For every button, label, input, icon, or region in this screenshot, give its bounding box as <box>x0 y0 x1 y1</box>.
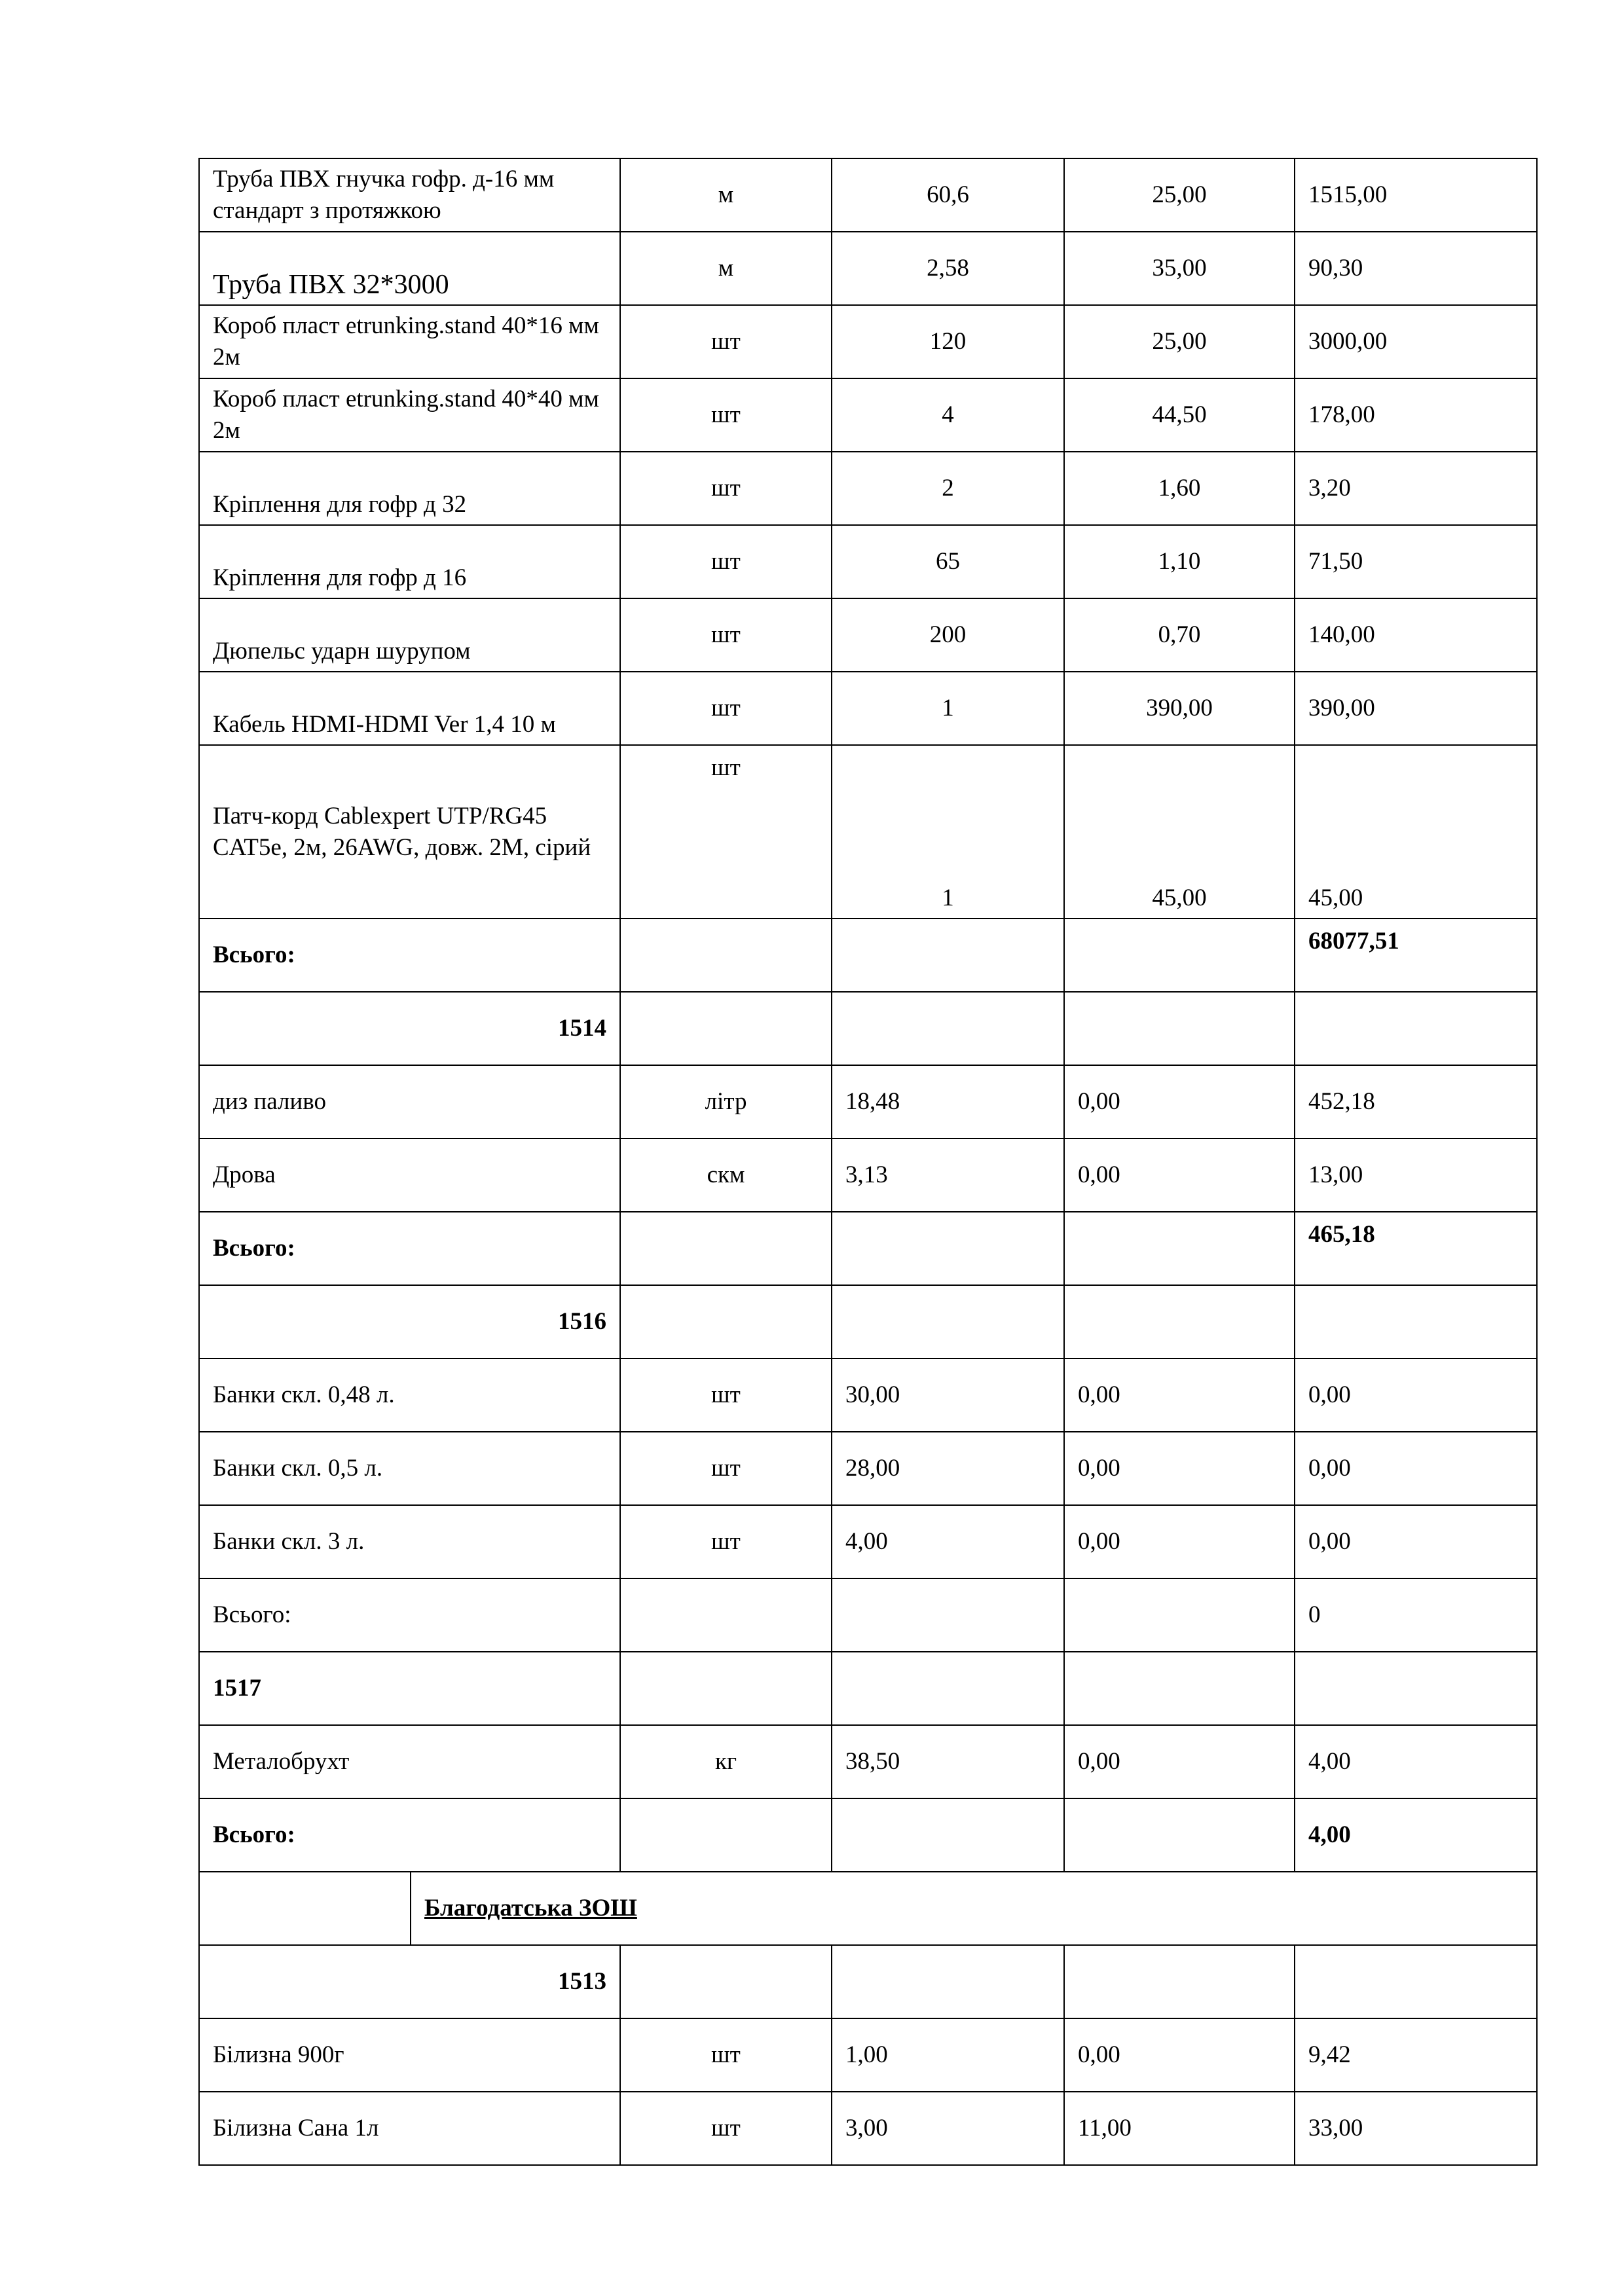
empty-cell <box>832 1945 1064 2018</box>
item-name: Кріплення для гофр д 32 <box>199 452 620 525</box>
item-sum: 90,30 <box>1295 232 1537 305</box>
item-price: 1,60 <box>1064 452 1295 525</box>
empty-cell <box>1064 992 1295 1065</box>
item-qty: 4,00 <box>832 1505 1064 1578</box>
item-price: 0,70 <box>1064 598 1295 672</box>
item-sum: 9,42 <box>1295 2018 1537 2092</box>
total-row <box>199 919 1537 992</box>
total-row <box>199 1578 1537 1652</box>
empty-cell <box>620 1945 832 2018</box>
total-value: 465,18 <box>1295 1212 1537 1285</box>
item-price: 11,00 <box>1064 2092 1295 2165</box>
item-sum: 3,20 <box>1295 452 1537 525</box>
item-qty: 2,58 <box>832 232 1064 305</box>
item-unit: шт <box>620 525 832 598</box>
account-code: 1517 <box>199 1652 620 1725</box>
empty-cell <box>620 1212 832 1285</box>
empty-cell <box>1295 1945 1537 2018</box>
total-value: 4,00 <box>1295 1798 1537 1872</box>
item-price: 25,00 <box>1064 305 1295 378</box>
code-row <box>199 1652 1537 1725</box>
item-price: 35,00 <box>1064 232 1295 305</box>
item-sum: 4,00 <box>1295 1725 1537 1798</box>
total-value: 0 <box>1295 1578 1537 1652</box>
empty-cell <box>1064 1798 1295 1872</box>
item-name: Короб пласт etrunking.stand 40*40 мм 2м <box>199 378 620 452</box>
item-unit: шт <box>620 1505 832 1578</box>
item-name: Металобрухт <box>199 1725 620 1798</box>
item-name: Банки скл. 0,48 л. <box>199 1358 620 1432</box>
item-qty: 65 <box>832 525 1064 598</box>
account-code: 1516 <box>199 1285 620 1358</box>
empty-cell <box>1064 1652 1295 1725</box>
table-row <box>199 1432 1537 1505</box>
item-qty: 30,00 <box>832 1358 1064 1432</box>
item-unit: шт <box>620 378 832 452</box>
item-sum: 71,50 <box>1295 525 1537 598</box>
item-qty: 18,48 <box>832 1065 1064 1139</box>
table-row <box>199 452 1537 525</box>
item-price: 0,00 <box>1064 1139 1295 1212</box>
item-qty: 3,00 <box>832 2092 1064 2165</box>
item-name: диз паливо <box>199 1065 620 1139</box>
account-code: 1513 <box>199 1945 620 2018</box>
item-sum: 3000,00 <box>1295 305 1537 378</box>
code-row <box>199 1285 1537 1358</box>
table-row <box>199 1725 1537 1798</box>
section-row <box>199 1872 1537 1945</box>
item-qty: 1 <box>832 745 1064 919</box>
item-name: Кріплення для гофр д 16 <box>199 525 620 598</box>
item-unit: шт <box>620 452 832 525</box>
item-name: Труба ПВХ 32*3000 <box>199 232 620 305</box>
item-unit: шт <box>620 2018 832 2092</box>
item-unit: шт <box>620 2092 832 2165</box>
table-row <box>199 1358 1537 1432</box>
item-unit: літр <box>620 1065 832 1139</box>
item-unit: шт <box>620 305 832 378</box>
item-unit: шт <box>620 672 832 745</box>
item-sum: 1515,00 <box>1295 158 1537 232</box>
item-price: 25,00 <box>1064 158 1295 232</box>
item-unit: скм <box>620 1139 832 1212</box>
item-name: Білизна 900г <box>199 2018 620 2092</box>
table-row <box>199 1065 1537 1139</box>
total-label: Всього: <box>199 1578 620 1652</box>
item-name: Труба ПВХ гнучка гофр. д-16 мм стандарт з протяжкою <box>199 158 620 232</box>
table-row <box>199 2092 1537 2165</box>
table-row <box>199 598 1537 672</box>
item-sum: 0,00 <box>1295 1505 1537 1578</box>
item-unit: шт <box>620 745 832 919</box>
empty-cell <box>1064 1578 1295 1652</box>
item-qty: 1,00 <box>832 2018 1064 2092</box>
total-row <box>199 1798 1537 1872</box>
item-name: Короб пласт etrunking.stand 40*16 мм 2м <box>199 305 620 378</box>
item-sum: 390,00 <box>1295 672 1537 745</box>
item-sum: 0,00 <box>1295 1432 1537 1505</box>
item-price: 45,00 <box>1064 745 1295 919</box>
table-row <box>199 2018 1537 2092</box>
item-price: 0,00 <box>1064 1358 1295 1432</box>
empty-cell <box>199 1872 411 1945</box>
empty-cell <box>1064 1212 1295 1285</box>
total-label: Всього: <box>199 919 620 992</box>
item-price: 390,00 <box>1064 672 1295 745</box>
item-qty: 1 <box>832 672 1064 745</box>
item-name: Дрова <box>199 1139 620 1212</box>
empty-cell <box>1064 919 1295 992</box>
item-price: 1,10 <box>1064 525 1295 598</box>
item-sum: 0,00 <box>1295 1358 1537 1432</box>
empty-cell <box>832 1578 1064 1652</box>
total-value: 68077,51 <box>1295 919 1537 992</box>
empty-cell <box>832 1285 1064 1358</box>
item-sum: 45,00 <box>1295 745 1537 919</box>
item-unit: шт <box>620 1358 832 1432</box>
item-sum: 140,00 <box>1295 598 1537 672</box>
item-unit: м <box>620 232 832 305</box>
empty-cell <box>620 1578 832 1652</box>
item-name: Білизна Сана 1л <box>199 2092 620 2165</box>
item-price: 0,00 <box>1064 2018 1295 2092</box>
item-name: Банки скл. 3 л. <box>199 1505 620 1578</box>
table-row <box>199 305 1537 378</box>
empty-cell <box>832 992 1064 1065</box>
table-row <box>199 672 1537 745</box>
item-sum: 13,00 <box>1295 1139 1537 1212</box>
code-row <box>199 1945 1537 2018</box>
item-qty: 3,13 <box>832 1139 1064 1212</box>
total-row <box>199 1212 1537 1285</box>
table-row <box>199 232 1537 305</box>
item-qty: 38,50 <box>832 1725 1064 1798</box>
materials-table <box>198 158 1538 2166</box>
table-row <box>199 378 1537 452</box>
item-name: Банки скл. 0,5 л. <box>199 1432 620 1505</box>
table-row <box>199 158 1537 232</box>
table-row <box>199 1139 1537 1212</box>
item-name: Кабель HDMI-HDMI Ver 1,4 10 м <box>199 672 620 745</box>
item-qty: 60,6 <box>832 158 1064 232</box>
total-label: Всього: <box>199 1798 620 1872</box>
empty-cell <box>832 919 1064 992</box>
item-unit: кг <box>620 1725 832 1798</box>
empty-cell <box>832 1798 1064 1872</box>
item-price: 0,00 <box>1064 1065 1295 1139</box>
item-qty: 4 <box>832 378 1064 452</box>
item-qty: 120 <box>832 305 1064 378</box>
empty-cell <box>832 1652 1064 1725</box>
empty-cell <box>620 992 832 1065</box>
empty-cell <box>620 919 832 992</box>
empty-cell <box>1295 1285 1537 1358</box>
table-row <box>199 745 1537 919</box>
empty-cell <box>1295 1652 1537 1725</box>
item-qty: 200 <box>832 598 1064 672</box>
code-row <box>199 992 1537 1065</box>
section-title-text: Благодатська ЗОШ <box>424 1895 637 1922</box>
item-sum: 452,18 <box>1295 1065 1537 1139</box>
item-price: 0,00 <box>1064 1432 1295 1505</box>
account-code: 1514 <box>199 992 620 1065</box>
item-qty: 2 <box>832 452 1064 525</box>
table-row <box>199 1505 1537 1578</box>
table-row <box>199 525 1537 598</box>
empty-cell <box>620 1652 832 1725</box>
school-section-title <box>411 1872 1537 1945</box>
item-unit: шт <box>620 598 832 672</box>
empty-cell <box>1295 992 1537 1065</box>
empty-cell <box>1064 1945 1295 2018</box>
item-qty: 28,00 <box>832 1432 1064 1505</box>
item-name: Дюпельс ударн шурупом <box>199 598 620 672</box>
item-price: 0,00 <box>1064 1725 1295 1798</box>
item-sum: 33,00 <box>1295 2092 1537 2165</box>
item-name: Патч-корд Cablexpert UTP/RG45 CAT5e, 2м, 26AWG, довж. 2М, сірий <box>199 745 620 919</box>
empty-cell <box>832 1212 1064 1285</box>
item-unit: м <box>620 158 832 232</box>
item-sum: 178,00 <box>1295 378 1537 452</box>
empty-cell <box>620 1798 832 1872</box>
total-label: Всього: <box>199 1212 620 1285</box>
empty-cell <box>620 1285 832 1358</box>
item-unit: шт <box>620 1432 832 1505</box>
item-price: 44,50 <box>1064 378 1295 452</box>
empty-cell <box>1064 1285 1295 1358</box>
item-price: 0,00 <box>1064 1505 1295 1578</box>
